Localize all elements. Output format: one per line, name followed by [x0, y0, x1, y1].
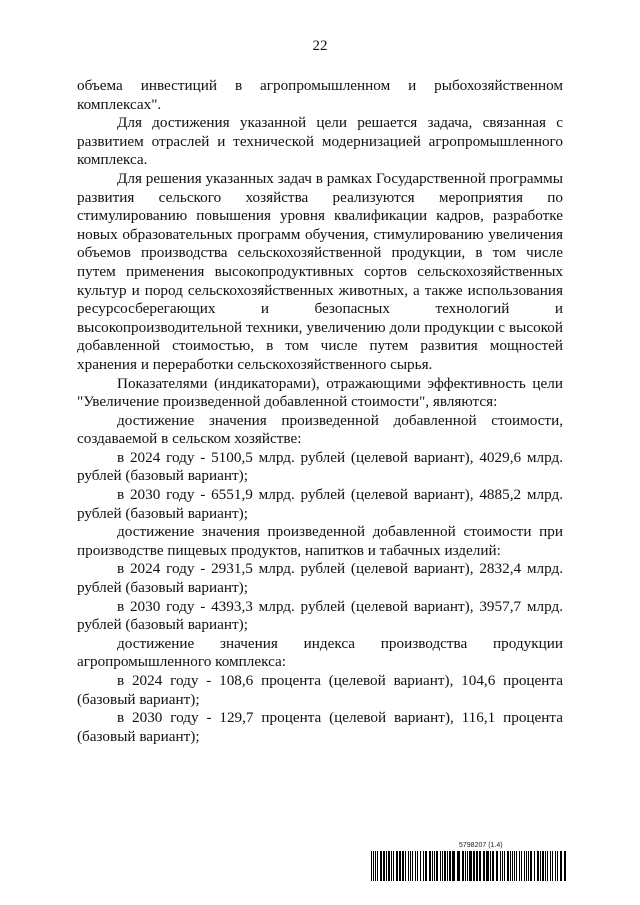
- paragraph-agriculture-2024: в 2024 году - 5100,5 млрд. рублей (целевой вариант), 4029,6 млрд. рублей (базовый вариант);: [77, 448, 563, 485]
- paragraph-production-index: достижение значения индекса производства продукции агропромышленного комплекса:: [77, 634, 563, 671]
- paragraph-index-2024: в 2024 году - 108,6 процента (целевой вариант), 104,6 процента (базовый вариант);: [77, 672, 563, 708]
- paragraph-task: Для достижения указанной цели решается задача, связанная с развитием отраслей и технической модернизацией агропромышленного комплекса.: [77, 114, 563, 169]
- paragraph-index-2030: в 2030 году - 129,7 процента (целевой вариант), 116,1 процента (базовый вариант);: [77, 709, 563, 745]
- document-body: [77, 77, 563, 746]
- document-code: 5798207 (1.4): [459, 842, 503, 849]
- page-number: 22: [312, 38, 328, 54]
- paragraph-agriculture-2030: в 2030 году - 6551,9 млрд. рублей (целевой вариант), 4885,2 млрд. рублей (базовый вариант);: [77, 486, 563, 522]
- paragraph-food-value-added: достижение значения произведенной добавленной стоимости при производстве пищевых продуктов, напитков и табачных изделий:: [77, 523, 563, 559]
- paragraph-continuation: объема инвестиций в агропромышленном и рыбохозяйственном комплексах".: [77, 77, 563, 113]
- paragraph-agriculture-value-added: достижение значения произведенной добавленной стоимости, создаваемой в сельском хозяйстве:: [77, 411, 563, 448]
- barcode-image: [371, 851, 569, 881]
- paragraph-food-2024: в 2024 году - 2931,5 млрд. рублей (целевой вариант), 2832,4 млрд. рублей (базовый вариант);: [77, 560, 563, 597]
- paragraph-indicators-intro: Показателями (индикаторами), отражающими эффективность цели "Увеличение произведенной добавленной стоимости", являются:: [77, 374, 563, 411]
- paragraph-food-2030: в 2030 году - 4393,3 млрд. рублей (целевой вариант), 3957,7 млрд. рублей (базовый вариант);: [77, 597, 563, 634]
- paragraph-measures: Для решения указанных задач в рамках Государственной программы развития сельского хозяйства реализуются мероприятия по стимулированию повышения уровня квалификации кадров, разработке новых образовательных программ обучения, стимулированию увеличения объемов производства сельскохозяйственной продукции, в том числе путем применения высокопродуктивных сортов сельскохозяйственных культур и пород сельскохозяйственных животных, а также использования ресурсосберегающих и безопасных технологий и высокопроизводительной техники, увеличению доли продукции с высокой добавленной стоимостью, в том числе путем развития мощностей хранения и переработки сельскохозяйственного сырья.: [77, 169, 563, 373]
